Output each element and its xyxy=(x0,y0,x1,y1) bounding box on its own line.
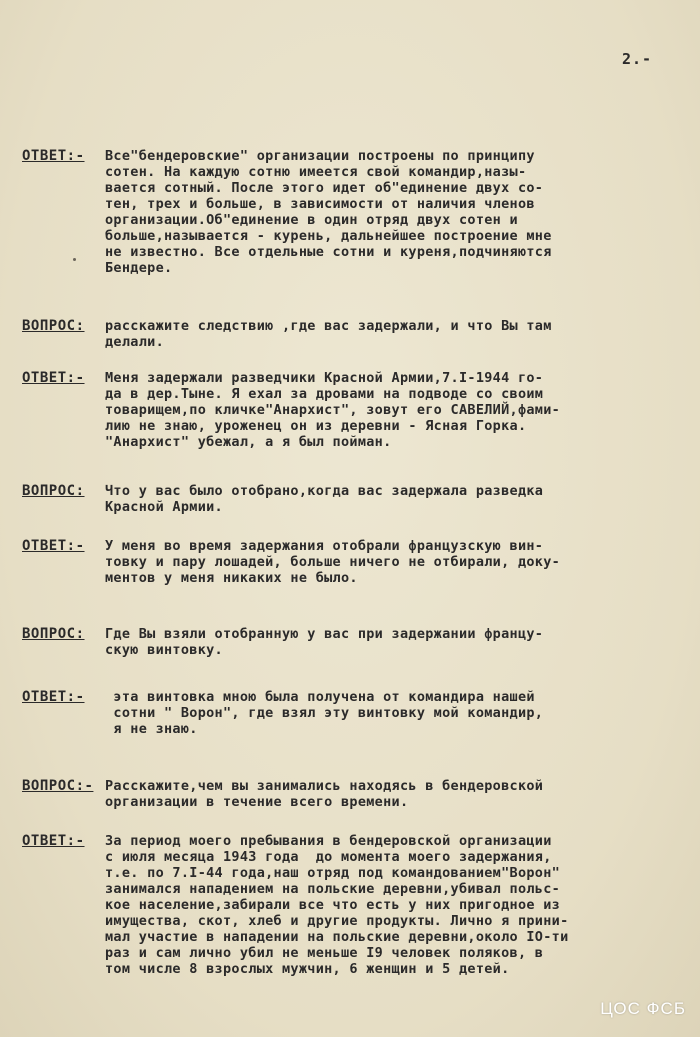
answer-text: У меня во время задержания отобрали французскую вин- товку и пару лошадей, больше ничего не отбирали, доку- ментов у меня никаких не было. xyxy=(105,538,561,586)
question-label: ВОПРОС:- xyxy=(22,778,94,794)
interrogation-answer xyxy=(22,538,672,586)
question-text: расскажите следствию ,где вас задержали, и что Вы там делали. xyxy=(105,318,552,350)
interrogation-answer xyxy=(22,148,672,276)
page-number: 2.- xyxy=(622,50,653,68)
answer-text: Все"бендеровские" организации построены по принципу сотен. На каждую сотню имеется свой командир,назы- вается сотный. После этого идет об"единение двух со- тен, трех и больше, в зависимости от наличия членов организации.Об"единение в один отряд двух сотен и больше,называется - курень, дальнейшее построение мне не известно. Все отдельные сотни и куреня,подчиняются Бендере. xyxy=(105,148,552,276)
question-text: Расскажите,чем вы занимались находясь в бендеровской организации в течение всего времени. xyxy=(105,778,544,810)
answer-label: ОТВЕТ:- xyxy=(22,689,85,705)
answer-label: ОТВЕТ:- xyxy=(22,538,85,554)
answer-text: За период моего пребывания в бендеровской организации с июля месяца 1943 года до момента моего задержания, т.е. по 7.I-44 года,наш отряд под командованием"Ворон" занимался нападением на польские деревни,убивал польс- кое население,забирали все что есть у них пригодное из имущества, скот, хлеб и другие продукты. Лично я прини- мал участие в нападении на польские деревни,около IO-ти раз и сам лично убил не меньше I9 человек поляков, в том числе 8 взрослых мужчин, 6 женщин и 5 детей. xyxy=(105,833,569,977)
question-label: ВОПРОС: xyxy=(22,318,85,334)
question-label: ВОПРОС: xyxy=(22,626,85,642)
interrogation-question xyxy=(22,483,672,515)
archive-watermark: ЦОС ФСБ xyxy=(600,999,686,1018)
interrogation-question xyxy=(22,778,672,810)
question-label: ВОПРОС: xyxy=(22,483,85,499)
answer-text: эта винтовка мною была получена от командира нашей сотни " Ворон", где взял эту винтовку мой командир, я не знаю. xyxy=(113,689,544,737)
answer-text: Меня задержали разведчики Красной Армии,7.I-1944 го- да в дер.Тыне. Я ехал за дровами на подводе со своим товарищем,по кличке"Анархист", зовут его САВЕЛИЙ,фами- лию не знаю, уроженец он из деревни - Ясная Горка. "Анархист" убежал, а я был пойман. xyxy=(105,370,561,450)
interrogation-answer xyxy=(22,833,672,977)
answer-label: ОТВЕТ:- xyxy=(22,833,85,849)
answer-label: ОТВЕТ:- xyxy=(22,370,85,386)
answer-label: ОТВЕТ:- xyxy=(22,148,85,164)
question-text: Что у вас было отобрано,когда вас задержала разведка Красной Армии. xyxy=(105,483,544,515)
interrogation-answer xyxy=(22,689,672,737)
interrogation-answer xyxy=(22,370,672,450)
interrogation-question xyxy=(22,626,672,658)
question-text: Где Вы взяли отобранную у вас при задержании францу- скую винтовку. xyxy=(105,626,544,658)
interrogation-question xyxy=(22,318,672,350)
